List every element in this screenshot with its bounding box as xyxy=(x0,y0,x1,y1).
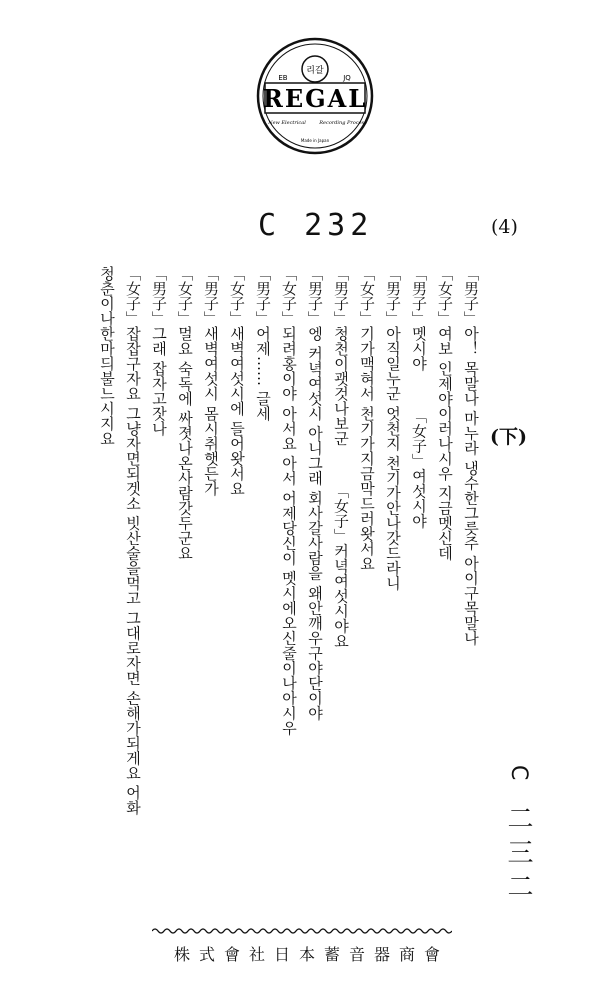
lyric-text: 엥 커녁여섯시 아니그래 회사갈사람을 왜안깨우구야단이야 xyxy=(306,326,324,721)
lyric-line xyxy=(328,266,354,926)
lyric-text: 기가맥혀서 천기가지금막드러왓서요 xyxy=(358,326,376,571)
vertical-catalog-code xyxy=(500,765,537,907)
lyrics-text xyxy=(98,266,484,926)
lyric-text: 되려홍이야 아서요 아서 어제당신이 멧시에오신줄이나아시우 xyxy=(280,326,298,736)
lyric-text: 잡잡구자요 그냥자면되겟소 빗산술을먹고 그대로자면 손해가되게요 어화 xyxy=(124,326,142,815)
lyric-line xyxy=(250,266,276,926)
lyric-text: 아직일누군 엇천지 천기가안나갓드라니 xyxy=(384,326,402,591)
lyric-text: 멧시야 xyxy=(410,326,428,371)
wavy-divider xyxy=(152,926,452,936)
lyric-text: 아！ 목말나 마누라 냉수한그릇주 아이구목말나 xyxy=(462,326,480,646)
lyric-line xyxy=(432,266,458,926)
lyric-text: 여섯시야 xyxy=(410,468,428,529)
lyric-text: 멀요 숙독에 싸졋나온사람갓두군요 xyxy=(176,326,194,561)
speaker-label: 「男子」 xyxy=(254,266,272,326)
lyric-line xyxy=(380,266,406,926)
logo-top-text: 리갈 xyxy=(306,66,324,76)
lyric-line xyxy=(120,266,146,926)
lyric-text: 새벽여섯시에 들어왓서요 xyxy=(228,326,246,496)
publisher-name: 株式會社日本蓄音器商會 xyxy=(174,945,450,964)
speaker-label: 「女子」 xyxy=(410,408,428,469)
speaker-label: 「男子」 xyxy=(462,266,480,326)
logo-brand: REGAL xyxy=(262,84,368,113)
speaker-label: 「女子」 xyxy=(436,266,454,326)
lyric-line xyxy=(198,266,224,926)
lyric-line xyxy=(354,266,380,926)
vertical-code-digits: 二三二 xyxy=(503,804,533,907)
regal-logo-graphic xyxy=(253,36,377,156)
lyric-text: 어제…… 글세 xyxy=(254,326,272,421)
lyric-text: 새벽여섯시 몸시취햇든가 xyxy=(202,326,220,496)
lyric-line xyxy=(146,266,172,926)
lyric-text: 그래 잡자고잣나 xyxy=(150,326,168,436)
logo-bottom-small: Made in Japan xyxy=(300,138,330,143)
speaker-label: 「男子」 xyxy=(332,266,350,326)
speaker-label: 「男子」 xyxy=(202,266,220,326)
speaker-label: 「女子」 xyxy=(358,266,376,326)
lyric-line xyxy=(302,266,328,926)
logo-right-code: JQ xyxy=(343,74,351,82)
side-label: (4) xyxy=(491,216,518,238)
lyric-text: 청춘이나한마듸불느시지요 xyxy=(98,266,116,446)
lyric-text: 여보 인제야이러나시우 지금멧신데 xyxy=(436,326,454,561)
speaker-label: 「女子」 xyxy=(124,266,142,326)
speaker-label: 「男子」 xyxy=(410,266,428,326)
lyric-line xyxy=(406,266,432,926)
speaker-label: 「女子」 xyxy=(280,266,298,326)
lyric-line xyxy=(172,266,198,926)
lyric-text: 커녁여섯시야요 xyxy=(332,543,350,649)
lyric-line xyxy=(276,266,302,926)
speaker-label: 「男子」 xyxy=(306,266,324,326)
lyric-text: 청천이괫것나보군 xyxy=(332,326,350,446)
logo-left-small: New Electrical xyxy=(268,120,306,126)
vertical-code-letter: C xyxy=(506,765,531,789)
lyric-line xyxy=(458,266,484,926)
catalog-number: C 232 xyxy=(258,208,374,243)
speaker-label: 「女子」 xyxy=(176,266,194,326)
logo-left-code: EB xyxy=(278,74,288,82)
logo-right-small: Recording Process xyxy=(319,120,367,126)
speaker-label: 「男子」 xyxy=(150,266,168,326)
regal-logo xyxy=(253,36,377,156)
speaker-label: 「女子」 xyxy=(228,266,246,326)
part-label: (下) xyxy=(490,426,527,448)
lyric-line xyxy=(224,266,250,926)
lyric-line xyxy=(94,266,120,926)
speaker-label: 「女子」 xyxy=(332,483,350,544)
speaker-label: 「男子」 xyxy=(384,266,402,326)
